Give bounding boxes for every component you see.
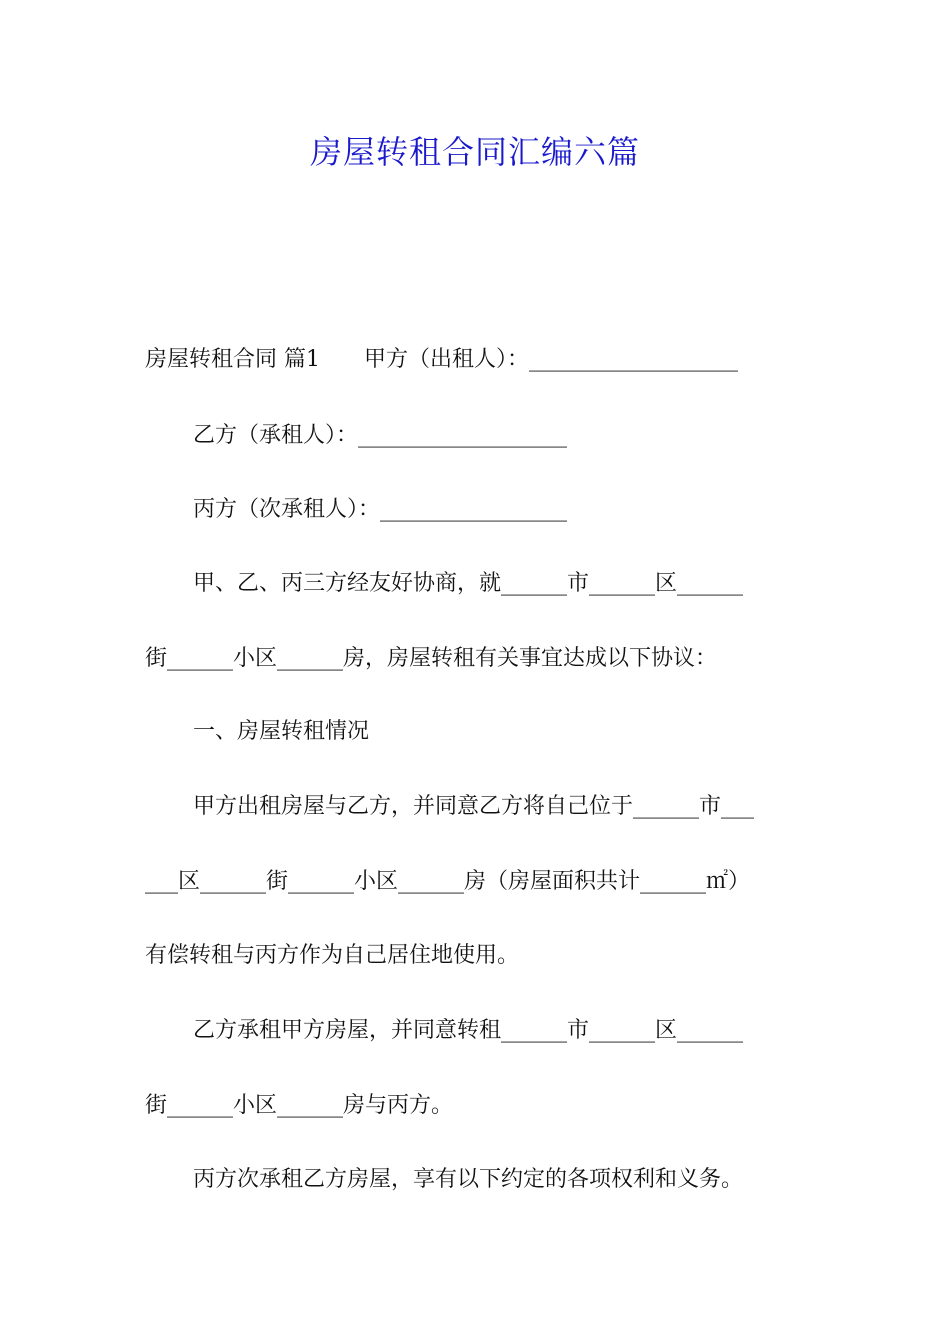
clause-1-line-1: 甲方出租房屋与乙方，并同意乙方将自己位于______市___ — [193, 794, 755, 819]
clause-1-line-2: ___区______街______小区______房（房屋面积共计______㎡） — [145, 869, 751, 894]
document-title: 房屋转租合同汇编六篇 — [309, 133, 640, 171]
contract-section-label: 房屋转租合同 篇1 — [145, 347, 320, 372]
party-c-field: 丙方（次承租人）：_________________ — [193, 497, 568, 522]
party-b-field: 乙方（承租人）：___________________ — [193, 423, 568, 448]
agreement-intro-line-2: 街______小区______房，房屋转租有关事宜达成以下协议： — [145, 646, 718, 671]
contract-heading-line — [145, 342, 738, 378]
party-a-field: 甲方（出租人）：___________________ — [364, 347, 739, 372]
clause-3-line-1: 丙方次承租乙方房屋，享有以下约定的各项权利和义务。 — [193, 1167, 744, 1192]
clause-1-line-3: 有偿转租与丙方作为自己居住地使用。 — [145, 943, 520, 968]
agreement-intro-line-1: 甲、乙、丙三方经友好协商，就______市______区______ — [193, 571, 744, 596]
clause-2-line-2: 街______小区______房与丙方。 — [145, 1093, 454, 1118]
section-heading-1: 一、房屋转租情况 — [193, 719, 370, 744]
clause-2-line-1: 乙方承租甲方房屋，并同意转租______市______区______ — [193, 1018, 744, 1043]
